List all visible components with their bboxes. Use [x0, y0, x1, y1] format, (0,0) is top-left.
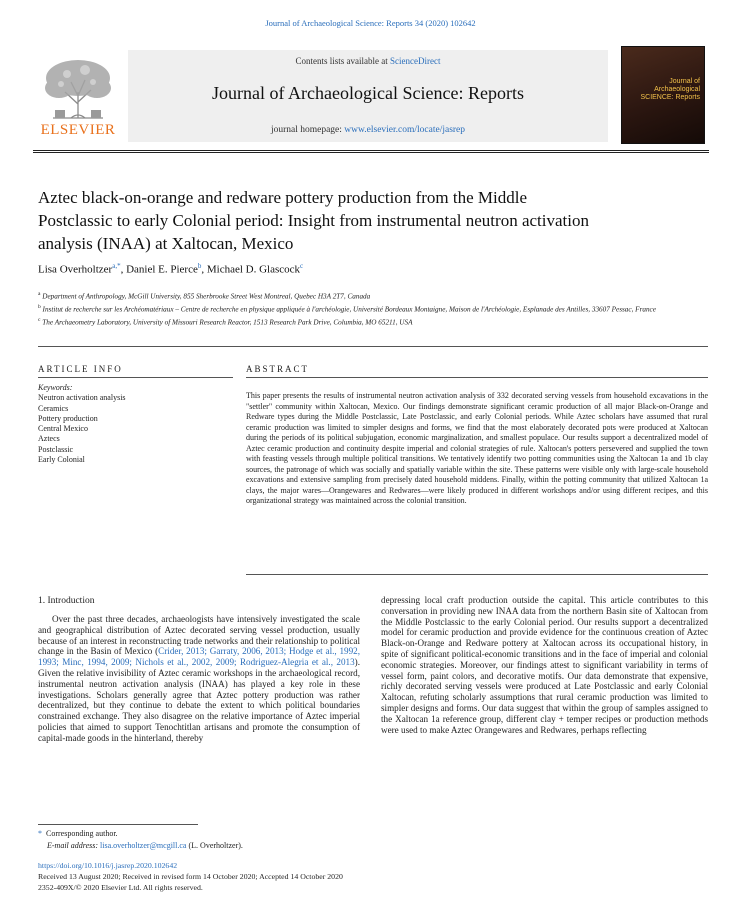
keyword: Central Mexico: [38, 424, 88, 434]
received-dates: Received 13 August 2020; Received in revised form 14 October 2020; Accepted 14 October 2020: [38, 871, 343, 881]
keyword: Neutron activation analysis: [38, 393, 126, 403]
header-rule-secondary: [33, 152, 709, 153]
author-affiliation-mark[interactable]: c: [300, 262, 304, 270]
affiliation-text: Institut de recherche sur les Archéomatériaux – Centre de recherche en physique appliquée à l'archéologie, Université Bordeaux Montaigne, Maison de l'Archéologie, Esplanade des Antilles, 33607 Pessac, France: [42, 305, 656, 314]
author-list: Lisa Overholtzer$^{a,*}$, Daniel E. Pierce$^b$, Michael D. Glascock$^c$: [38, 262, 304, 276]
paper-title: Aztec black-on-orange and redware pottery production from the Middle Postclassic to early Colonial period: Insight from instrumental neutron activation analysis (INAA) at Xaltocan, Mexico: [38, 188, 589, 253]
footnote-rule: [38, 824, 198, 825]
keywords-label: Keywords:: [38, 383, 73, 392]
journal-name: Journal of Archaeological Science: Reports: [212, 83, 524, 103]
article-info-rule: [38, 377, 233, 378]
author-affiliation-mark[interactable]: b: [197, 262, 202, 270]
citation-links[interactable]: Crider, 2013; Garraty, 2006, 2013; Hodge et al., 1992, 1993; Minc, 1994, 2009; Nichols et al., 2002, 2009; Rodriguez-Alegria et al., 2013: [38, 646, 360, 668]
doi-link[interactable]: https://doi.org/10.1016/j.jasrep.2020.102642: [38, 861, 178, 870]
keyword: Pottery production: [38, 413, 98, 423]
author-name[interactable]: Daniel E. Pierce: [126, 263, 198, 276]
keyword: Early Colonial: [38, 455, 85, 465]
body-text: ). Given the relative invisibility of Aztec ceramic workshops in the archaeological record, instrumental neutron activation analysis (INAA) has played a key role in these investigations. Scholars generally agree that Aztec pottery production was rather decentralized, but they continue to debate the extent to which political boundaries constrained exchange. They also disagree on the relative importance of Aztec imperial policies that aimed to support Tenochtitlan artisans and promote the consumption of capital-made goods in the hinterland, thereby: [38, 657, 360, 743]
abstract-heading: ABSTRACT: [246, 364, 310, 374]
affiliation-mark: b: [38, 303, 41, 310]
footnote-mark[interactable]: *: [38, 829, 42, 838]
affiliation: [38, 302, 678, 315]
body-column-right: depressing local craft production outside the capital. This article contributes to this conversation in providing new INAA data from the northern Basin site of Xaltocan from the Middle Postclassic to the early Colonial period. Our results support a decentralized model for ceramic production and provide evidence for the continuous creation of Aztec Black-on-Orange and Redware pottery at Xaltocan across its occupational history, in spite of significant political-economic transitions and in the face of imperial and colonial economic strategies. Moreover, our findings attest to significant variability in terms of vessel form, paint colors, and decorative motifs. Our data demonstrate that expensive, richly decorated serving vessels were produced at Late Postclassic and early Colonial Xaltocan, refuting scholarly assumptions that rural ceramic production was limited to simpler designs and forms. Our data suggest that within the group of samples assigned to the Xaltocan 1a reference group, different clay + temper recipes or production methods were used to make Aztec Orangewares and Redwares, perhaps reflecting: [381, 595, 708, 735]
elsevier-wordmark: ELSEVIER: [40, 122, 116, 138]
footnotes: [38, 828, 438, 851]
contents-prefix: Contents lists available at: [295, 56, 390, 66]
affiliation-mark: a: [38, 291, 41, 297]
affiliations: [38, 289, 678, 328]
journal-cover-text: Journal of Archaeological SCIENCE: Reports: [640, 78, 700, 101]
keyword: Aztecs: [38, 434, 60, 444]
author-affiliation-mark[interactable]: a,*: [112, 262, 121, 270]
corresponding-author-note: [38, 828, 438, 840]
email-link[interactable]: lisa.overholtzer@mcgill.ca: [100, 840, 187, 850]
affiliation-mark: c: [38, 316, 41, 323]
abstract-rule: [246, 377, 708, 378]
homepage-prefix: journal homepage:: [270, 125, 345, 135]
keyword: Postclassic: [38, 444, 74, 454]
contents-line: [128, 56, 608, 66]
body-column-left: [38, 614, 360, 744]
email-label: E-mail address:: [47, 840, 101, 850]
section-heading-introduction: 1. Introduction: [38, 596, 95, 606]
header-rule: [33, 150, 709, 151]
footnote-text: Corresponding author.: [46, 829, 118, 838]
abstract-text: This paper presents the results of instrumental neutron activation analysis of 332 decorated serving vessels from household excavations in the "settler" community within Xaltocan, Mexico. Our findings demonstrate significant ceramic production of all major Black-on-Orange and Redware types during the Middle Postclassic, Late Postclassic, and early Colonial periods. While Aztec scholars have assumed that rural ceramic production was limited to simpler designs and forms, we find that the most elaborately decorated pots were produced at Xaltocan during the periods of its political subjugation, economic marginalization, and smallest populace. Our results support a decentralized model of Aztec ceramic production and continuity despite imperial and colonial strategies of rule. Xaltocan's potters persevered and supplied the town with feasting vessels through multiple political transitions. We tentatively identify two potting communities using the Xaltocan 1a and 1b clay sources, the patronage of which was socially and spatially variable within the site. These patterns were visible only with large-scale household excavations and extensive sampling from precisely dated household middens. Finally, within the potting community that utilized Xaltocan 1a clays, the major wares—Orangewares and Redwares—were likely produced in different workshops and/or using different recipes, and this organizational strategy was maintained across the colonial transition.: [246, 391, 708, 506]
affiliation-text: Department of Anthropology, McGill University, 855 Sherbrooke Street West Montreal, Quebec H3A 2T7, Canada: [42, 292, 371, 301]
email-note: [38, 840, 438, 852]
keywords-block: [38, 383, 233, 465]
copyright-line: 2352-409X/© 2020 Elsevier Ltd. All rights reserved.: [38, 882, 203, 892]
affiliation: [38, 315, 678, 328]
affiliation: [38, 289, 678, 302]
keyword: Ceramics: [38, 403, 69, 413]
affiliation-text: The Archaeometry Laboratory, University of Missouri Research Reactor, 1513 Research Park Drive, Columbia, MO 65211, USA: [42, 318, 413, 327]
sciencedirect-link[interactable]: ScienceDirect: [390, 56, 441, 66]
body-text: Over the past three decades, archaeologists have intensively investigated the scale and geographical distribution of Aztec decorated serving vessel production, usually because of an interest in reconstructing trade networks and their relationship to political change in the Basin of Mexico (: [38, 614, 360, 657]
homepage-link[interactable]: www.elsevier.com/locate/jasrep: [344, 125, 466, 135]
journal-citation[interactable]: Journal of Archaeological Science: Reports 34 (2020) 102642: [265, 18, 476, 28]
affiliation-rule: [38, 346, 708, 347]
abstract-end-rule: [246, 574, 708, 575]
email-suffix: (L. Overholtzer).: [186, 840, 243, 850]
article-info-heading: ARTICLE INFO: [38, 364, 123, 374]
author-name[interactable]: Michael D. Glascock: [206, 263, 301, 276]
article-metadata: [38, 861, 538, 893]
author-name[interactable]: Lisa Overholtzer: [38, 263, 113, 276]
homepage-line: [128, 125, 608, 135]
